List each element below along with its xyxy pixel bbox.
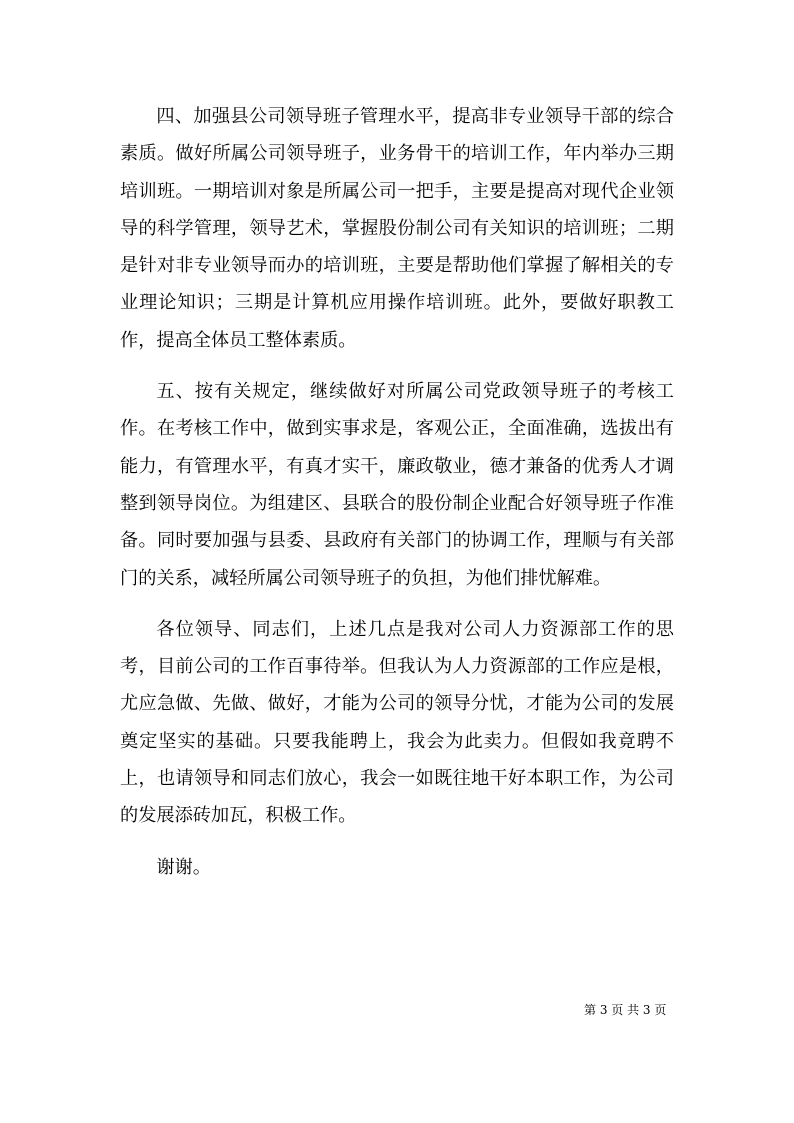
document-body — [120, 98, 674, 900]
paragraph-thanks: 谢谢。 — [156, 856, 211, 878]
paragraph-section-5: 五、按有关规定，继续做好对所属公司党政领导班子的考核工作。在考核工作中，做到实事求是，客观公正，全面准确，选拔出有能力，有管理水平，有真才实干，廉政敬业，德才兼备的优秀人才调整到领导岗位。为组建区、县联合的股份制企业配合好领导班子作准备。同时要加强与县委、县政府有关部门的协调工作，理顺与有关部门的关系，减轻所属公司领导班子的负担，为他们排忧解难。 — [120, 381, 674, 589]
paragraph-closing-remarks: 各位领导、同志们，上述几点是我对公司人力资源部工作的思考，目前公司的工作百事待举。但我认为人力资源部的工作应是根，尤应急做、先做、做好，才能为公司的领导分忧，才能为公司的发展奠定坚实的基础。只要我能聘上，我会为此卖力。但假如我竟聘不上，也请领导和同志们放心，我会一如既往地干好本职工作，为公司的发展添砖加瓦，积极工作。 — [120, 618, 674, 827]
page-number-footer: 第 3 页 共 3 页 — [584, 1003, 667, 1017]
paragraph-section-4: 四、加强县公司领导班子管理水平，提高非专业领导干部的综合素质。做好所属公司领导班子，业务骨干的培训工作，年内举办三期培训班。一期培训对象是所属公司一把手，主要是提高对现代企业领导的科学管理，领导艺术，掌握股份制公司有关知识的培训班；二期是针对非专业领导而办的培训班，主要是帮助他们掌握了解相关的专业理论知识；三期是计算机应用操作培训班。此外，要做好职教工作，提高全体员工整体素质。 — [120, 106, 674, 351]
